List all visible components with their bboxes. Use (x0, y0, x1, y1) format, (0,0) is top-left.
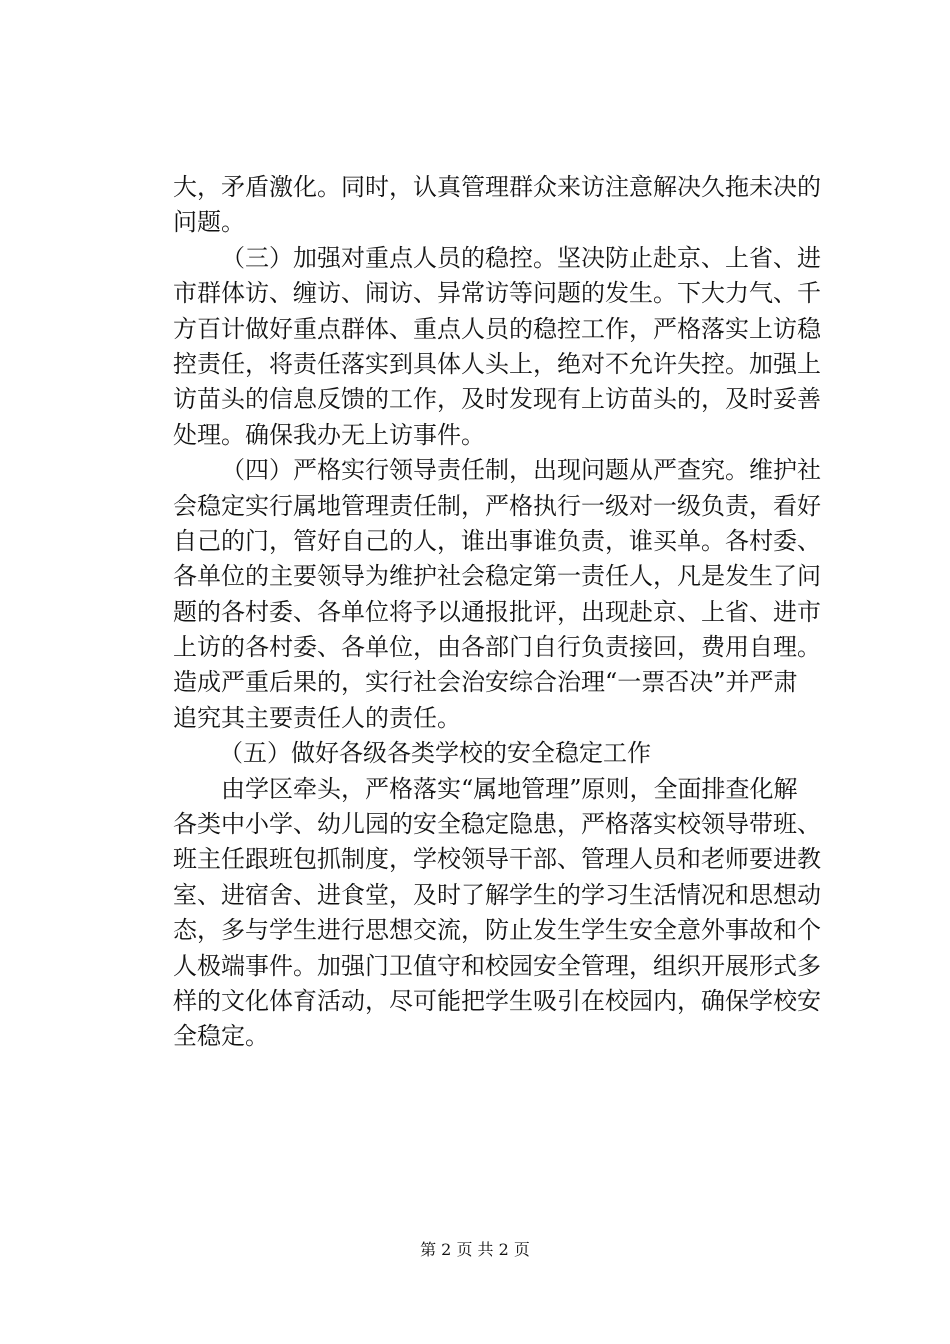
text-line: （三）加强对重点人员的稳控。坚决防止赴京、上省、进 (221, 243, 821, 272)
text-line: 人极端事件。加强门卫值守和校园安全管理，组织开展形式多 (173, 951, 821, 980)
text-line: 各单位的主要领导为维护社会稳定第一责任人，凡是发生了问 (173, 562, 821, 591)
text-line: 处理。确保我办无上访事件。 (173, 420, 485, 449)
text-line: 方百计做好重点群体、重点人员的稳控工作，严格落实上访稳 (173, 314, 821, 343)
text-line: 班主任跟班包抓制度，学校领导干部、管理人员和老师要进教 (173, 845, 821, 874)
page-number-footer: 第 2 页 共 2 页 (420, 1240, 530, 1259)
text-line: 追究其主要责任人的责任。 (173, 703, 461, 732)
text-line: 问题。 (173, 208, 245, 237)
text-line: 由学区牵头，严格落实“属地管理”原则，全面排查化解 (221, 774, 798, 803)
text-line: 态，多与学生进行思想交流，防止发生学生安全意外事故和个 (173, 916, 821, 945)
text-line: 室、进宿舍、进食堂，及时了解学生的学习生活情况和思想动 (173, 880, 821, 909)
text-line: 全稳定。 (173, 1022, 269, 1051)
text-line: 上访的各村委、各单位，由各部门自行负责接回，费用自理。 (173, 633, 821, 662)
paragraph-continuation (173, 170, 821, 241)
document-body (173, 170, 821, 1055)
text-line: 控责任，将责任落实到具体人头上，绝对不允许失控。加强上 (173, 349, 821, 378)
paragraph-section-5 (173, 772, 821, 1055)
text-line: 自己的门，管好自己的人，谁出事谁负责，谁买单。各村委、 (173, 526, 821, 555)
text-line: 样的文化体育活动，尽可能把学生吸引在校园内，确保学校安 (173, 986, 821, 1015)
text-line: 市群体访、缠访、闹访、异常访等问题的发生。下大力气、千 (173, 279, 821, 308)
text-line: 会稳定实行属地管理责任制，严格执行一级对一级负责，看好 (173, 491, 821, 520)
text-line: 各类中小学、幼儿园的安全稳定隐患，严格落实校领导带班、 (173, 810, 821, 839)
text-line: 造成严重后果的，实行社会治安综合治理“一票否决”并严肃 (173, 668, 798, 697)
paragraph-section-4 (173, 453, 821, 736)
paragraph-section-3 (173, 241, 821, 453)
text-line: 大，矛盾激化。同时，认真管理群众来访注意解决久拖未决的 (173, 173, 821, 201)
text-line: 访苗头的信息反馈的工作，及时发现有上访苗头的，及时妥善 (173, 385, 821, 414)
text-line: （四）严格实行领导责任制，出现问题从严查究。维护社 (221, 456, 821, 485)
text-line: 题的各村委、各单位将予以通报批评，出现赴京、上省、进市 (173, 597, 821, 626)
section-heading-5 (173, 736, 783, 771)
section-heading: （五）做好各级各类学校的安全稳定工作 (219, 739, 651, 768)
